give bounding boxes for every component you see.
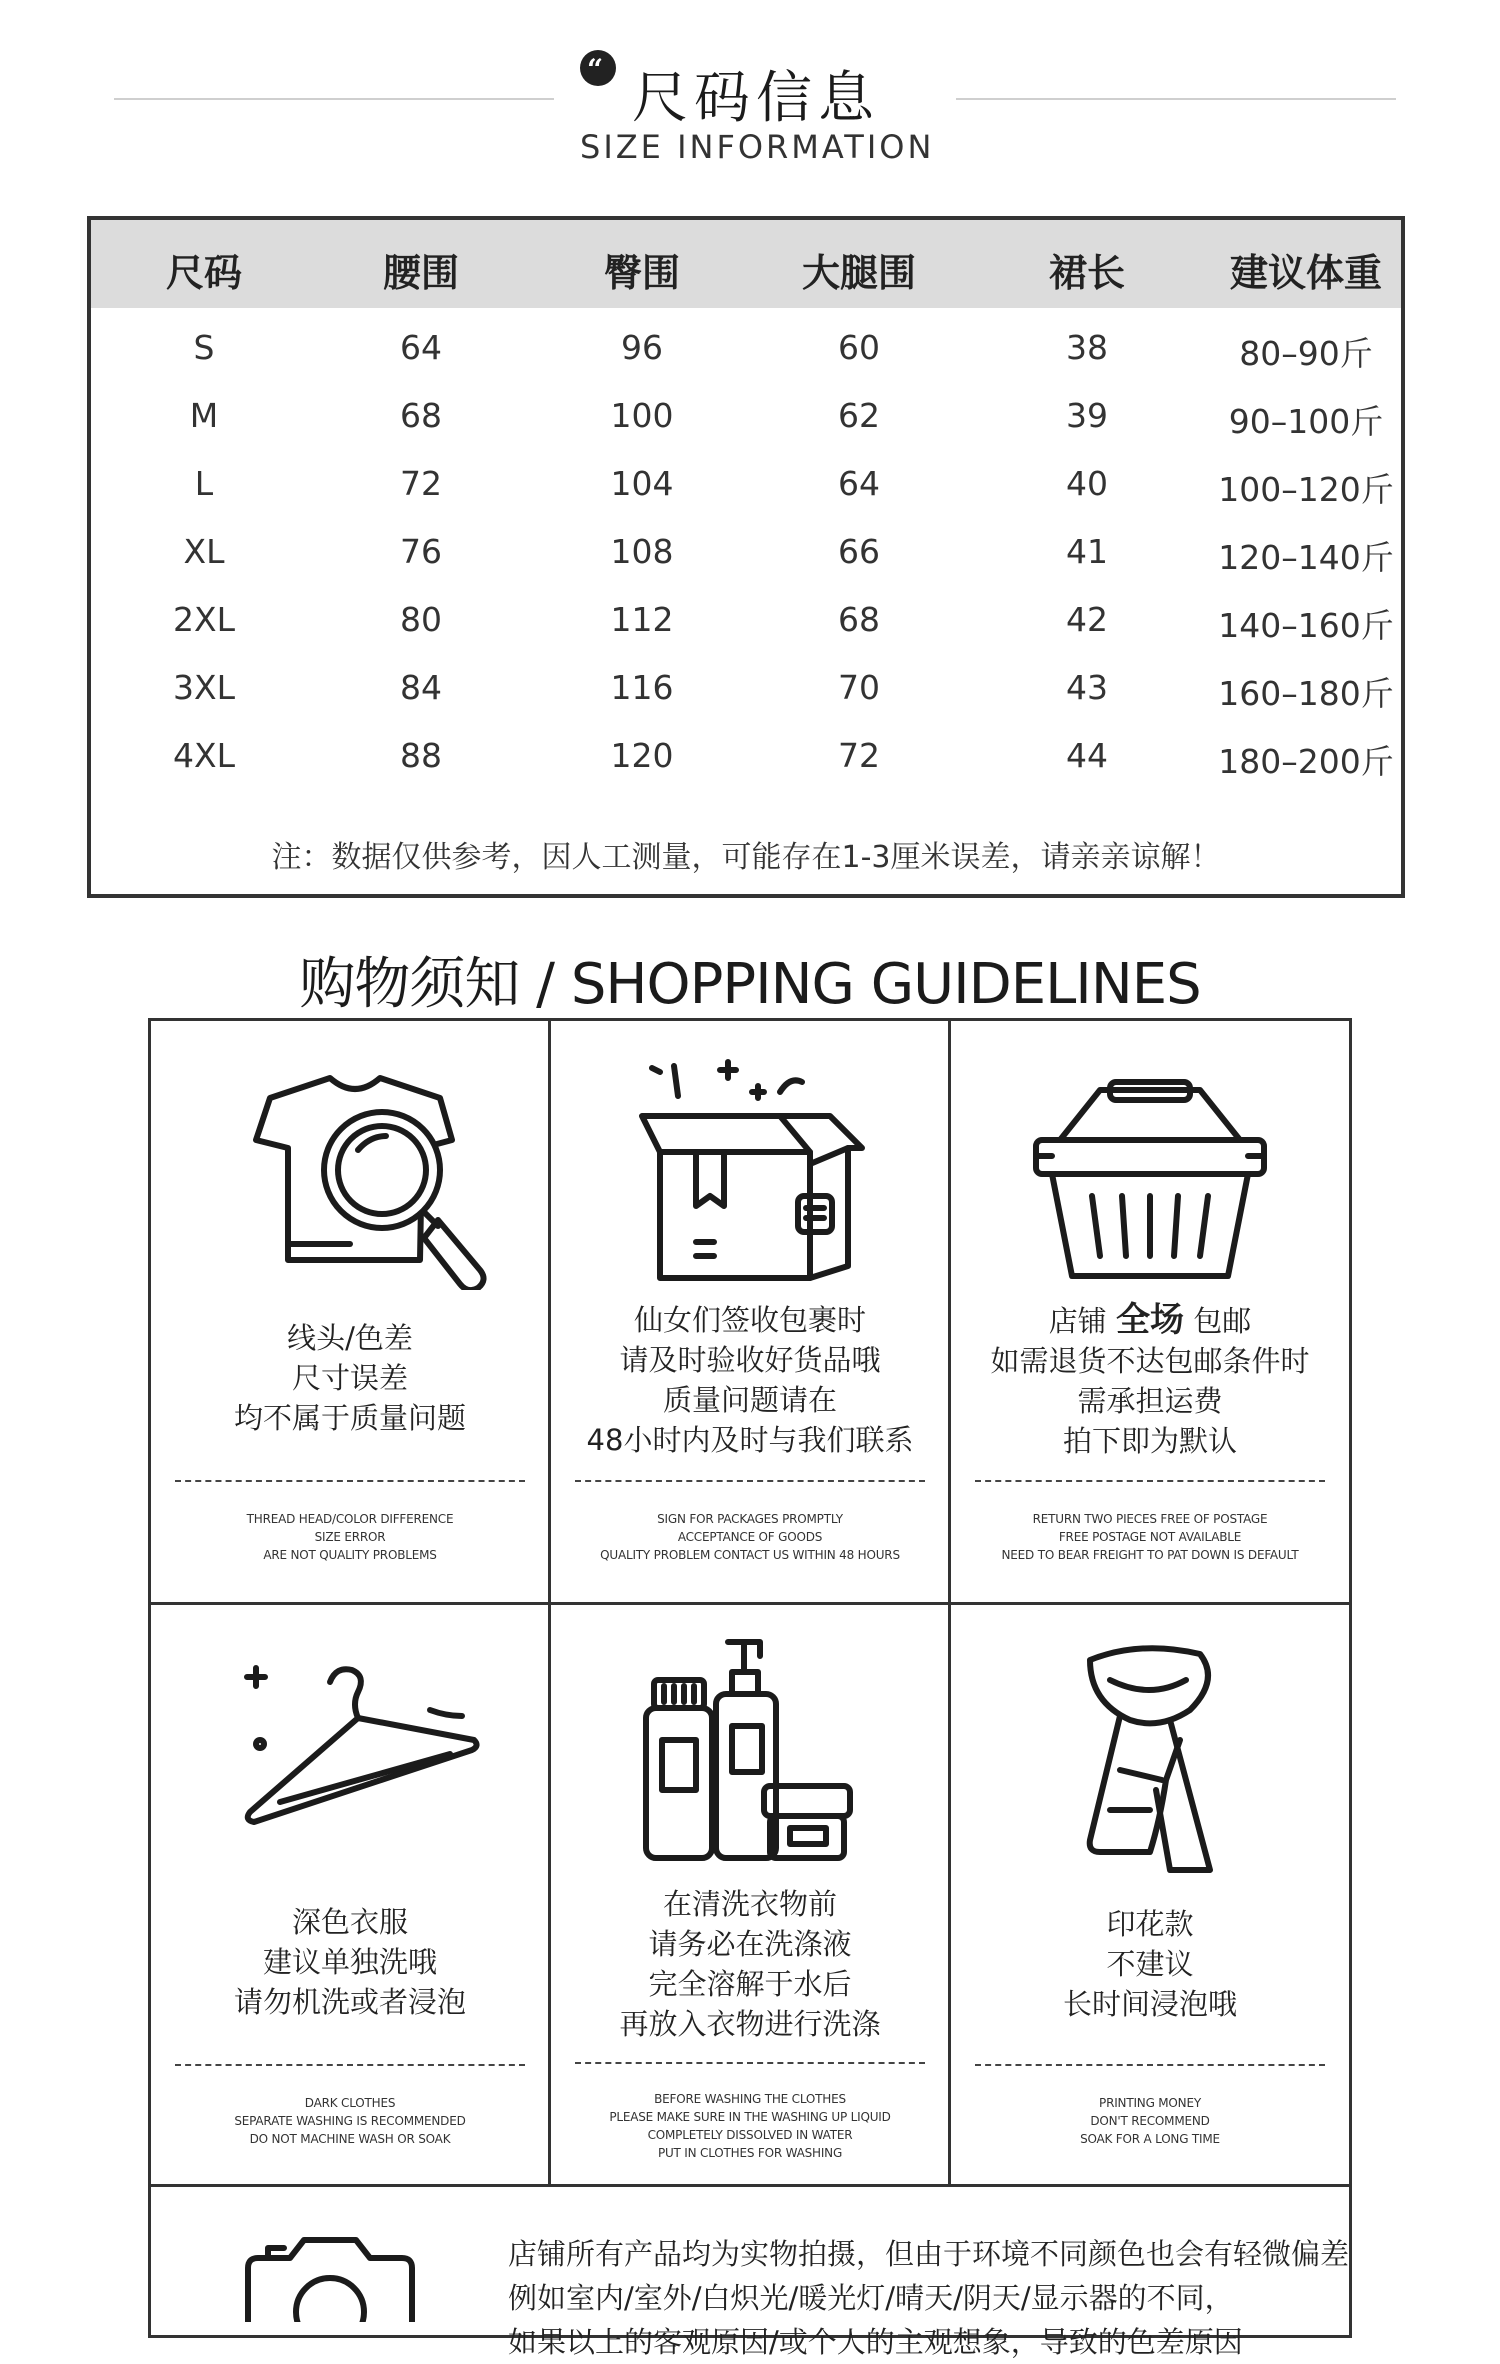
size-info-title: 尺码信息 [632,66,880,131]
table-cell: 64 [400,328,442,367]
card-text-en [160,2094,540,2148]
table-cell: 120 [610,736,674,775]
card-line: 48小时内及时与我们联系 [586,1423,914,1457]
card-text-en [560,1510,940,1564]
card-line: 如需退货不达包邮条件时 [990,1344,1310,1378]
table-cell: 60 [838,328,880,367]
dashed-divider [575,2062,925,2064]
card-line: 长时间浸泡哦 [1062,1987,1237,2021]
card-line-en: SOAK FOR A LONG TIME [1080,2132,1220,2146]
table-cell: 2XL [173,600,235,639]
open-box-icon [630,1056,870,1286]
card-line-en: PUT IN CLOTHES FOR WASHING [657,2146,843,2160]
table-cell: M [189,396,219,435]
column-header-size: 尺码 [165,251,243,295]
table-cell: 120–140斤 [1218,538,1394,577]
card-line-en: ACCEPTANCE OF GOODS [677,1530,823,1544]
card-line: 需承担运费 [1077,1384,1223,1418]
card-line-en: PRINTING MONEY [1099,2096,1201,2110]
column-header-skirt-length: 裙长 [1048,251,1126,295]
size-table-header [91,220,1401,308]
table-cell: 112 [610,600,674,639]
column-header-waist: 腰围 [382,251,460,295]
card-line: 深色衣服 [291,1905,408,1939]
card-line-en: SIGN FOR PACKAGES PROMPTLY [657,1512,843,1526]
table-cell: 43 [1066,668,1108,707]
table-cell: 44 [1066,736,1108,775]
table-cell: 160–180斤 [1218,674,1394,713]
dashed-divider [175,1480,525,1482]
card-line-en: SIZE ERROR [314,1530,386,1544]
card-text [570,1300,930,1460]
size-table-note: 注：数据仅供参考，因人工测量，可能存在1-3厘米误差，请亲亲谅解！ [271,840,1221,875]
card-text [170,1902,530,2022]
table-cell: 80 [400,600,442,639]
card-line-part-emphasis: 全场 [1116,1300,1184,1340]
table-cell: 38 [1066,328,1108,367]
table-cell: 68 [838,600,880,639]
card-line: 再放入衣物进行洗涤 [619,2007,881,2041]
card-line-en: PLEASE MAKE SURE IN THE WASHING UP LIQUID [609,2110,891,2124]
table-cell: 80–90斤 [1239,334,1373,373]
hanger-icon [240,1662,490,1842]
card-line: 在清洗衣物前 [662,1887,837,1921]
disclaimer-line: 店铺所有产品均为实物拍摄，但由于环境不同颜色也会有轻微偏差 [508,2237,1350,2271]
shopping-guidelines-title: 购物须知 / SHOPPING GUIDELINES [299,952,1201,1017]
card-line: 请及时验收好货品哦 [619,1343,881,1377]
quote-icon: “ [580,50,616,86]
card-line-en: RETURN TWO PIECES FREE OF POSTAGE [1032,1512,1268,1526]
card-line: 请务必在洗涤液 [648,1927,852,1961]
table-cell: 140–160斤 [1218,606,1394,645]
table-cell: 42 [1066,600,1108,639]
card-text [970,1300,1330,1461]
table-cell: L [194,464,214,503]
table-cell: 41 [1066,532,1108,571]
table-cell: 66 [838,532,880,571]
card-line-en: THREAD HEAD/COLOR DIFFERENCE [246,1512,454,1526]
card-line: 印花款 [1106,1907,1194,1941]
detergent-bottles-icon [640,1636,860,1866]
table-cell: 39 [1066,396,1108,435]
card-text [570,1884,930,2044]
card-line-en: DON'T RECOMMEND [1090,2114,1210,2128]
table-cell: 108 [610,532,674,571]
card-line-part: 包邮 [1193,1304,1252,1338]
table-cell: 62 [838,396,880,435]
card-line: 仙女们签收包裹时 [633,1303,866,1337]
card-line-en: ARE NOT QUALITY PROBLEMS [263,1548,437,1562]
card-line-en: QUALITY PROBLEM CONTACT US WITHIN 48 HOURS [600,1548,900,1562]
card-text-en [560,2090,940,2162]
table-cell: S [193,328,215,367]
card-line: 质量问题请在 [662,1383,837,1417]
table-cell: 100 [610,396,674,435]
card-line [970,1300,1330,1341]
disclaimer-line: 例如室内/室外/白炽光/暖光灯/晴天/阴天/显示器的不同， [508,2281,1234,2315]
card-line: 均不属于质量问题 [233,1401,466,1435]
dashed-divider [175,2064,525,2066]
table-cell: 104 [610,464,674,503]
table-cell: 40 [1066,464,1108,503]
column-header-thigh: 大腿围 [801,251,917,295]
card-line-en: DARK CLOTHES [304,2096,396,2110]
column-header-hip: 臀围 [603,251,681,295]
table-cell: 96 [621,328,663,367]
table-cell: 68 [400,396,442,435]
size-info-subtitle: SIZE INFORMATION [580,128,935,166]
card-text [170,1318,530,1438]
table-cell: 76 [400,532,442,571]
card-text-en [960,2094,1340,2148]
dashed-divider [575,1480,925,1482]
card-line-en: NEED TO BEAR FREIGHT TO PAT DOWN IS DEFAULT [1001,1548,1299,1562]
header-divider-right [956,98,1396,100]
table-cell: 64 [838,464,880,503]
card-line: 不建议 [1106,1947,1194,1981]
tshirt-magnifier-icon [240,1060,500,1290]
card-line: 拍下即为默认 [1062,1424,1237,1458]
dashed-divider [975,2064,1325,2066]
photo-disclaimer-text [508,2232,1350,2364]
table-cell: 90–100斤 [1228,402,1384,441]
table-cell: 70 [838,668,880,707]
table-cell: 116 [610,668,674,707]
table-cell: 72 [838,736,880,775]
card-text-en [160,1510,540,1564]
size-table [87,216,1405,898]
card-line-en: SEPARATE WASHING IS RECOMMENDED [234,2114,466,2128]
card-line: 建议单独洗哦 [262,1945,437,1979]
card-line: 请勿机洗或者浸泡 [233,1985,466,2019]
dashed-divider [975,1480,1325,1482]
grid-divider [148,1602,1352,1605]
card-line-part: 店铺 [1048,1304,1107,1338]
card-text [970,1904,1330,2024]
table-cell: 88 [400,736,442,775]
shopping-basket-icon [1030,1076,1270,1286]
header-divider-left [114,98,554,100]
table-cell: 180–200斤 [1218,742,1394,781]
card-line-en: BEFORE WASHING THE CLOTHES [654,2092,846,2106]
table-cell: 100–120斤 [1218,470,1394,509]
table-cell: 84 [400,668,442,707]
scarf-icon [1070,1640,1230,1880]
column-header-weight: 建议体重 [1229,251,1383,295]
disclaimer-line: 如果以上的客观原因/或个人的主观想象，导致的色差原因 [508,2325,1243,2359]
card-line: 线头/色差 [287,1321,413,1355]
card-text-en [960,1510,1340,1564]
table-cell: 4XL [173,736,235,775]
table-cell: 72 [400,464,442,503]
table-cell: XL [183,532,225,571]
card-line-en: FREE POSTAGE NOT AVAILABLE [1058,1530,1242,1544]
card-line: 完全溶解于水后 [648,1967,852,2001]
card-line: 尺寸误差 [291,1361,408,1395]
card-line-en: DO NOT MACHINE WASH OR SOAK [249,2132,451,2146]
grid-divider [148,2184,1352,2187]
table-cell: 3XL [173,668,235,707]
camera-icon [240,2228,420,2322]
card-line-en: COMPLETELY DISSOLVED IN WATER [647,2128,853,2142]
